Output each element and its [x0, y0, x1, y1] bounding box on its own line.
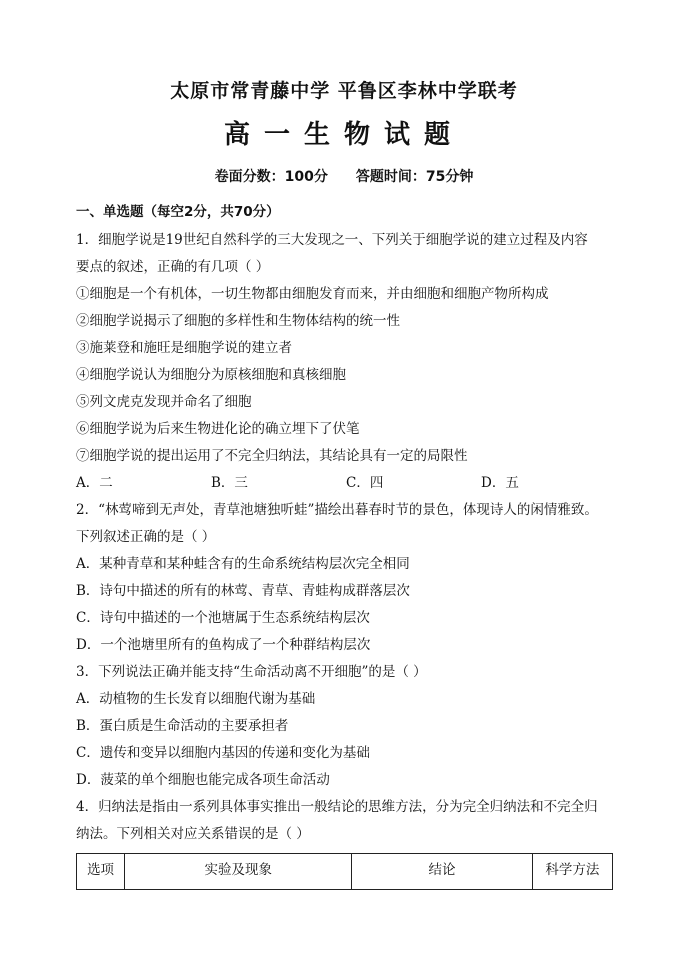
total-score: 卷面分数：100分 [214, 169, 328, 185]
q2-stem-line1: 2．“林莺啼到无声处，青草池塘独听蛙”描绘出暮春时节的景色，体现诗人的闲情雅致。 [76, 502, 598, 518]
q4-table [76, 853, 613, 890]
q1-option-d[interactable]: D．五 [481, 475, 519, 491]
q1-item: ⑥细胞学说为后来生物进化论的确立埋下了伏笔 [76, 421, 360, 437]
section-heading: 一、单选题（每空2分，共70分） [76, 204, 280, 220]
exam-meta [0, 166, 688, 186]
q3-stem: 3．下列说法正确并能支持“生命活动离不开细胞”的是（ ） [76, 664, 427, 680]
q1-option-c[interactable]: C．四 [346, 475, 384, 491]
q4-stem-line1: 4．归纳法是指由一系列具体事实推出一般结论的思维方法，分为完全归纳法和不完全归 [76, 799, 598, 815]
q2-option-b[interactable]: B．诗句中描述的所有的林莺、青草、青蛙构成群落层次 [76, 583, 410, 599]
q2-option-a[interactable]: A．某种青草和某种蛙含有的生命系统结构层次完全相同 [76, 556, 410, 572]
table-header-conclusion: 结论 [352, 854, 532, 890]
q3-option-b[interactable]: B．蛋白质是生命活动的主要承担者 [76, 718, 289, 734]
q3-option-a[interactable]: A．动植物的生长发育以细胞代谢为基础 [76, 691, 316, 707]
q1-stem-line1: 1．细胞学说是19世纪自然科学的三大发现之一、下列关于细胞学说的建立过程及内容 [76, 232, 588, 248]
exam-school-title: 太原市常青藤中学 平鲁区李林中学联考 [170, 80, 518, 102]
table-header-option: 选项 [77, 854, 125, 890]
table-header-method: 科学方法 [532, 854, 612, 890]
q1-stem-line2: 要点的叙述，正确的有几项（ ） [76, 259, 270, 275]
q1-option-a[interactable]: A．二 [76, 475, 113, 491]
q1-item: ①细胞是一个有机体，一切生物都由细胞发育而来，并由细胞和细胞产物所构成 [76, 286, 549, 302]
q2-option-c[interactable]: C．诗句中描述的一个池塘属于生态系统结构层次 [76, 610, 370, 626]
exam-time: 答题时间：75分钟 [355, 169, 474, 185]
q1-item: ⑤列文虎克发现并命名了细胞 [76, 394, 252, 410]
exam-subject-title: 高一生物试题 [223, 120, 464, 150]
q2-stem-line2: 下列叙述正确的是（ ） [76, 529, 216, 545]
q3-option-c[interactable]: C．遗传和变异以细胞内基因的传递和变化为基础 [76, 745, 370, 761]
q3-option-d[interactable]: D．菠菜的单个细胞也能完成各项生命活动 [76, 772, 330, 788]
q4-stem-line2: 纳法。下列相关对应关系错误的是（ ） [76, 826, 310, 842]
q2-option-d[interactable]: D．一个池塘里所有的鱼构成了一个种群结构层次 [76, 637, 371, 653]
q1-item: ③施莱登和施旺是细胞学说的建立者 [76, 340, 292, 356]
q1-item: ④细胞学说认为细胞分为原核细胞和真核细胞 [76, 367, 346, 383]
table-header-experiment: 实验及现象 [125, 854, 352, 890]
table-header-row [77, 854, 613, 890]
q1-option-b[interactable]: B．三 [211, 475, 248, 491]
q1-item: ⑦细胞学说的提出运用了不完全归纳法，其结论具有一定的局限性 [76, 448, 468, 464]
q1-item: ②细胞学说揭示了细胞的多样性和生物体结构的统一性 [76, 313, 400, 329]
